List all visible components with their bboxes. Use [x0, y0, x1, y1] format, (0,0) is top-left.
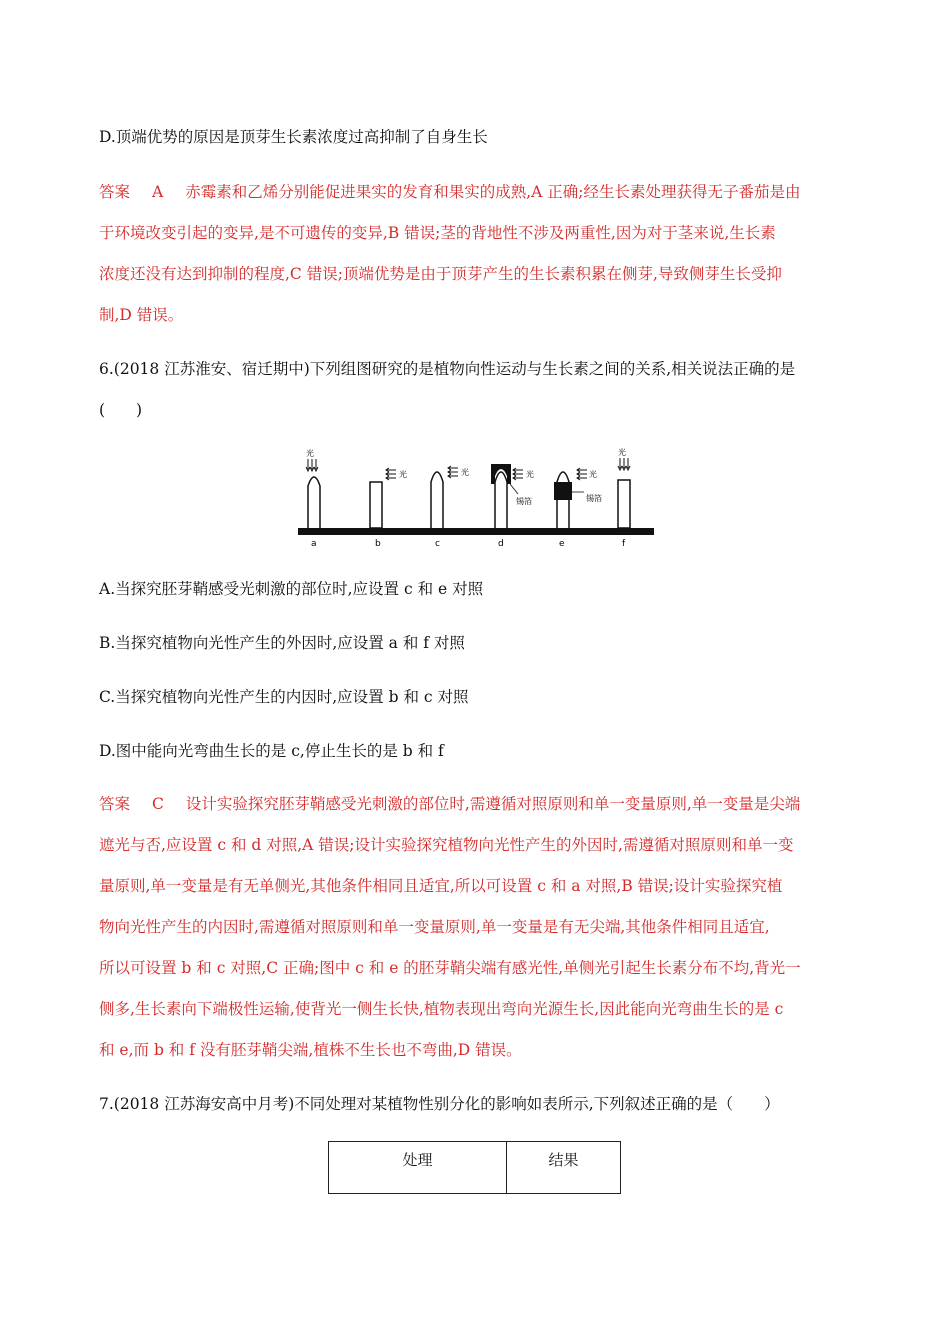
answer-text-line: 赤霉素和乙烯分别能促进果实的发育和果实的成熟,A 正确;经生长素处理获得无子番茄是由: [185, 183, 801, 201]
seedling-a: [308, 477, 320, 528]
label-e: e: [559, 539, 565, 549]
answer-text-line: 遮光与否,应设置 c 和 d 对照,A 错误;设计实验探究植物向光性产生的外因时,需遵循对照原则和单一变: [99, 836, 794, 854]
answer-text-line: 于环境改变引起的变异,是不可遗传的变异,B 错误;茎的背地性不涉及两重性,因为对于茎来说,生长素: [99, 224, 776, 242]
answer-text-line: 和 e,而 b 和 f 没有胚芽鞘尖端,植株不生长也不弯曲,D 错误。: [99, 1041, 522, 1059]
answer-text-line: 制,D 错误。: [99, 306, 184, 324]
light-label-a: 光: [306, 449, 314, 458]
baseline-bar: [298, 528, 654, 535]
light-label-b: 光: [399, 470, 407, 479]
label-b: b: [375, 539, 381, 549]
foil-label-d: 锡箔: [516, 497, 532, 506]
q7-stem: 7.(2018 江苏海安高中月考)不同处理对某植物性别分化的影响如表所示,下列叙述正确的是（ ）: [99, 1095, 780, 1113]
answer-text-line: 量原则,单一变量是有无单侧光,其他条件相同且适宜,所以可设置 c 和 a 对照,B 错误;设计实验探究植: [99, 877, 783, 895]
label-d: d: [498, 539, 504, 549]
q6-option-a: A.当探究胚芽鞘感受光刺激的部位时,应设置 c 和 e 对照: [99, 580, 484, 598]
seedling-c: [431, 472, 443, 528]
label-a: a: [311, 539, 317, 549]
q5-option-d: D.顶端优势的原因是顶芽生长素浓度过高抑制了自身生长: [99, 128, 488, 146]
q6-phototropism-diagram: [298, 446, 654, 550]
label-f: f: [622, 539, 626, 549]
foil-pointer-d: [510, 484, 518, 494]
answer-text-line: 物向光性产生的内因时,需遵循对照原则和单一变量原则,单一变量是有无尖端,其他条件相同且适宜,: [99, 918, 770, 936]
answer-text-line: 浓度还没有达到抑制的程度,C 错误;顶端优势是由于顶芽产生的生长素积累在侧芽,导致侧芽生长受抑: [99, 265, 782, 283]
q7-table: [328, 1141, 621, 1194]
label-c: c: [435, 539, 440, 549]
seedling-f: [618, 480, 630, 528]
light-label-c: 光: [461, 468, 469, 477]
answer-choice: C: [152, 795, 164, 813]
q6-stem-bracket: ( ): [99, 401, 143, 419]
answer-label: 答案: [99, 183, 131, 201]
seedling-b: [370, 482, 382, 528]
seedling-d: [495, 472, 507, 528]
answer-text-line: 侧多,生长素向下端极性运输,使背光一侧生长快,植物表现出弯向光源生长,因此能向光弯曲生长的是 c: [99, 1000, 784, 1018]
light-label-f: 光: [618, 448, 626, 457]
foil-label-e: 锡箔: [586, 494, 602, 503]
answer-label: 答案: [99, 795, 131, 813]
table-header-treatment: 处理: [329, 1142, 507, 1193]
light-label-d: 光: [526, 470, 534, 479]
q6-option-b: B.当探究植物向光性产生的外因时,应设置 a 和 f 对照: [99, 634, 465, 652]
foil-band-e: [554, 482, 572, 500]
answer-text-line: 所以可设置 b 和 c 对照,C 正确;图中 c 和 e 的胚芽鞘尖端有感光性,单侧光引起生长素分布不均,背光一: [99, 959, 801, 977]
q6-option-c: C.当探究植物向光性产生的内因时,应设置 b 和 c 对照: [99, 688, 469, 706]
q6-stem: 6.(2018 江苏淮安、宿迁期中)下列组图研究的是植物向性运动与生长素之间的关系,相关说法正确的是: [99, 360, 796, 378]
answer-choice: A: [152, 183, 164, 201]
light-label-e: 光: [589, 470, 597, 479]
table-header-result: 结果: [548, 1151, 579, 1169]
answer-text-line: 设计实验探究胚芽鞘感受光刺激的部位时,需遵循对照原则和单一变量原则,单一变量是尖端: [185, 795, 801, 813]
q6-option-d: D.图中能向光弯曲生长的是 c,停止生长的是 b 和 f: [99, 742, 444, 760]
